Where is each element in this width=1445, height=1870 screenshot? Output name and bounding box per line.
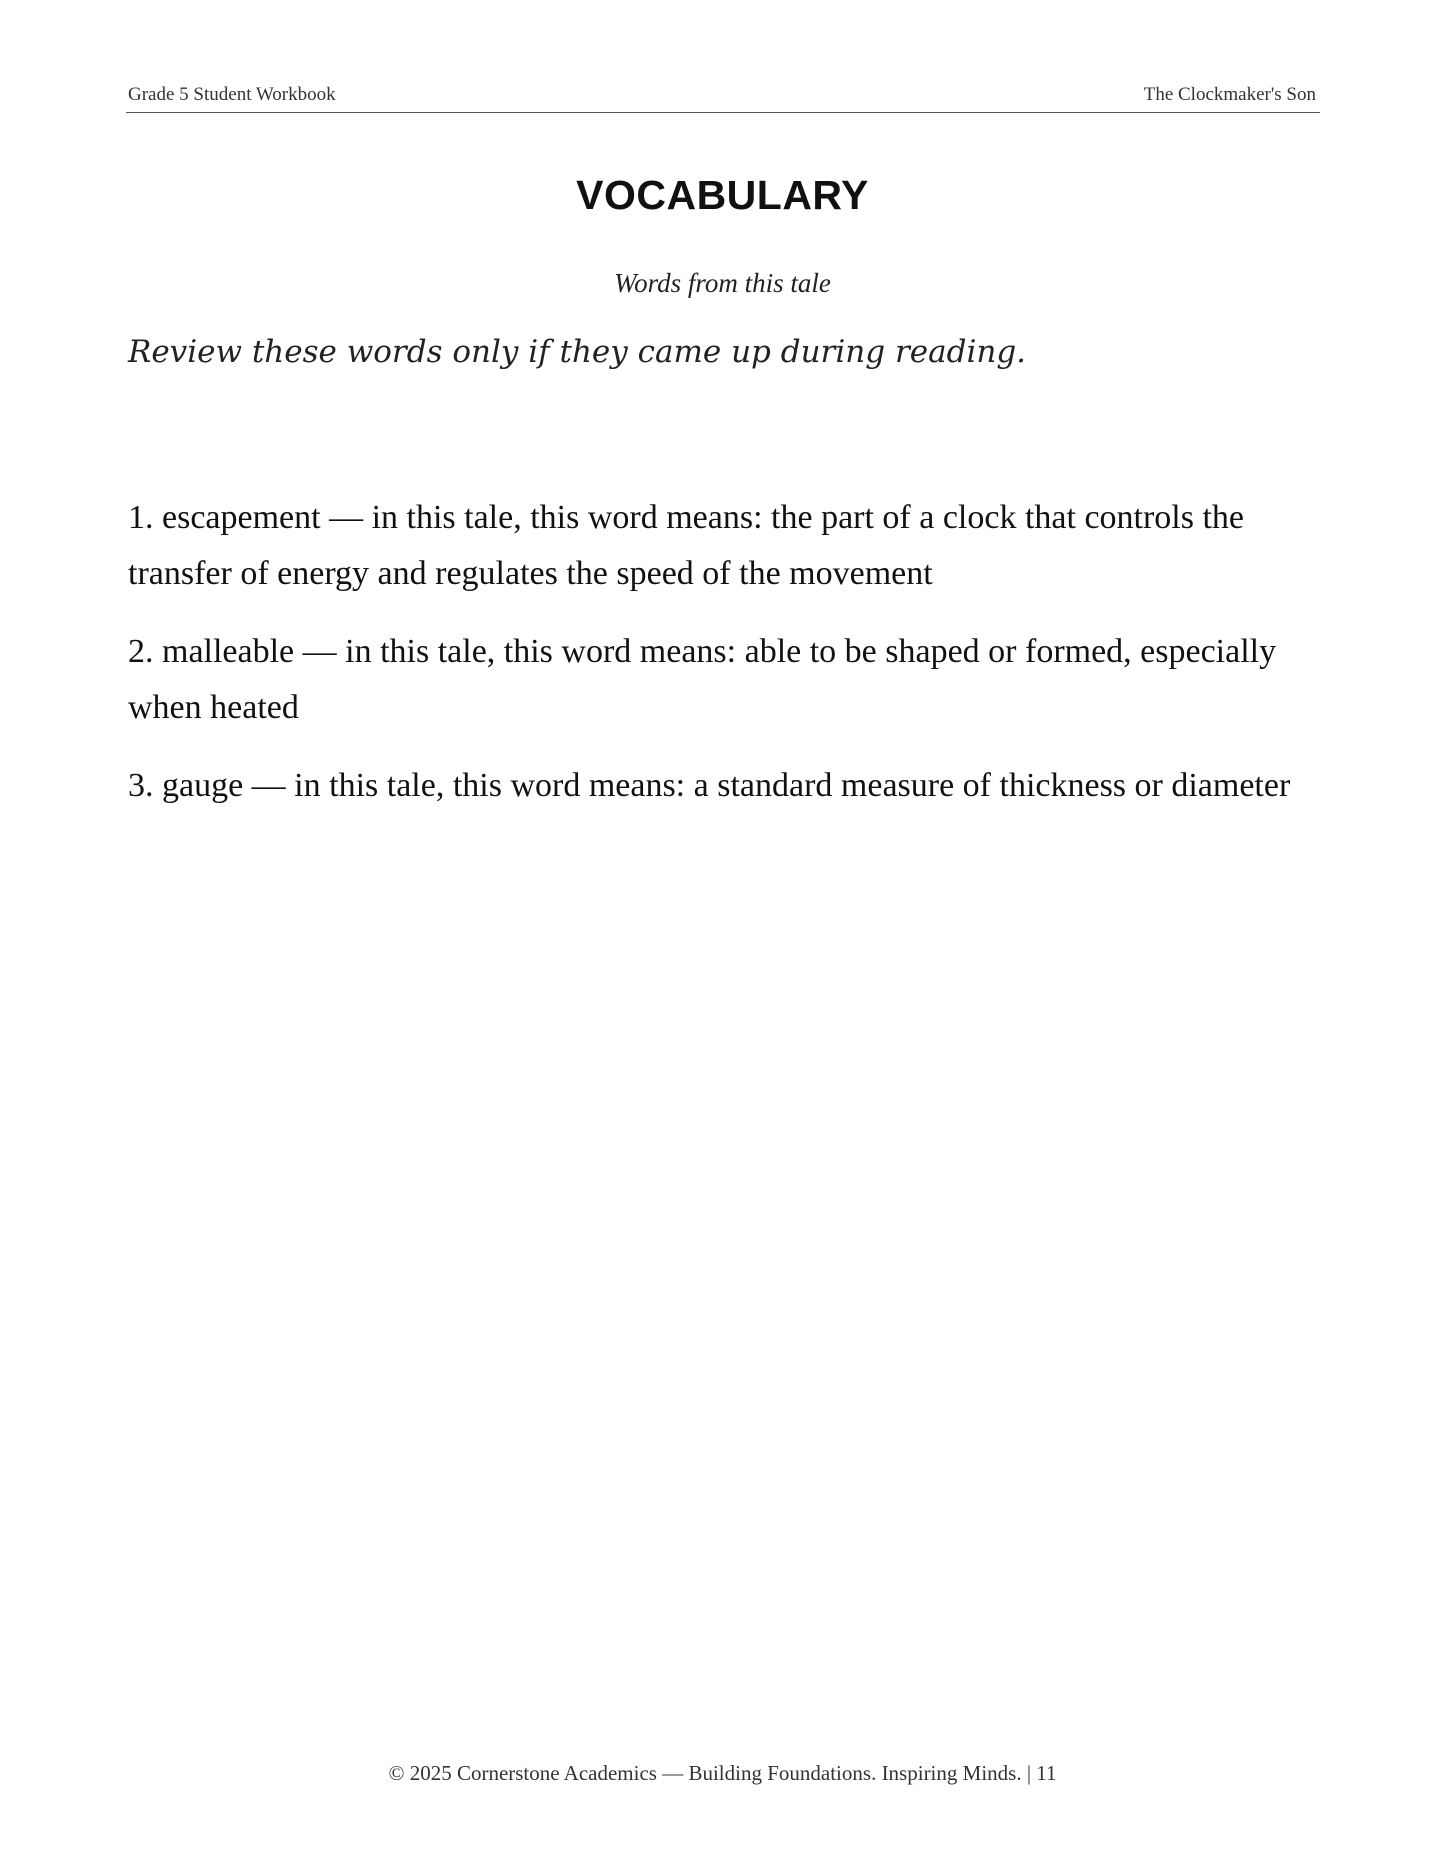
page-header [126,84,1320,113]
page-subtitle: Words from this tale [614,268,831,298]
page-title: VOCABULARY [576,172,869,218]
instruction-text: Review these words only if they came up during reading. [128,334,1027,370]
vocabulary-item-gauge: 3. gauge — in this tale, this word means: a standard measure of thickness or diameter [128,767,1291,804]
workbook-name: Grade 5 Student Workbook [128,84,336,105]
page-footer: © 2025 Cornerstone Academics — Building Foundations. Inspiring Minds. | 11 [388,1761,1057,1785]
vocabulary-item-malleable: 2. malleable — in this tale, this word means: able to be shaped or formed, especially when heated [128,633,1277,726]
story-title: The Clockmaker's Son [1143,84,1316,105]
vocabulary-list [128,490,1328,836]
vocabulary-item-escapement: 1. escapement — in this tale, this word means: the part of a clock that controls the transfer of energy and regulates the speed of the movement [128,499,1245,592]
